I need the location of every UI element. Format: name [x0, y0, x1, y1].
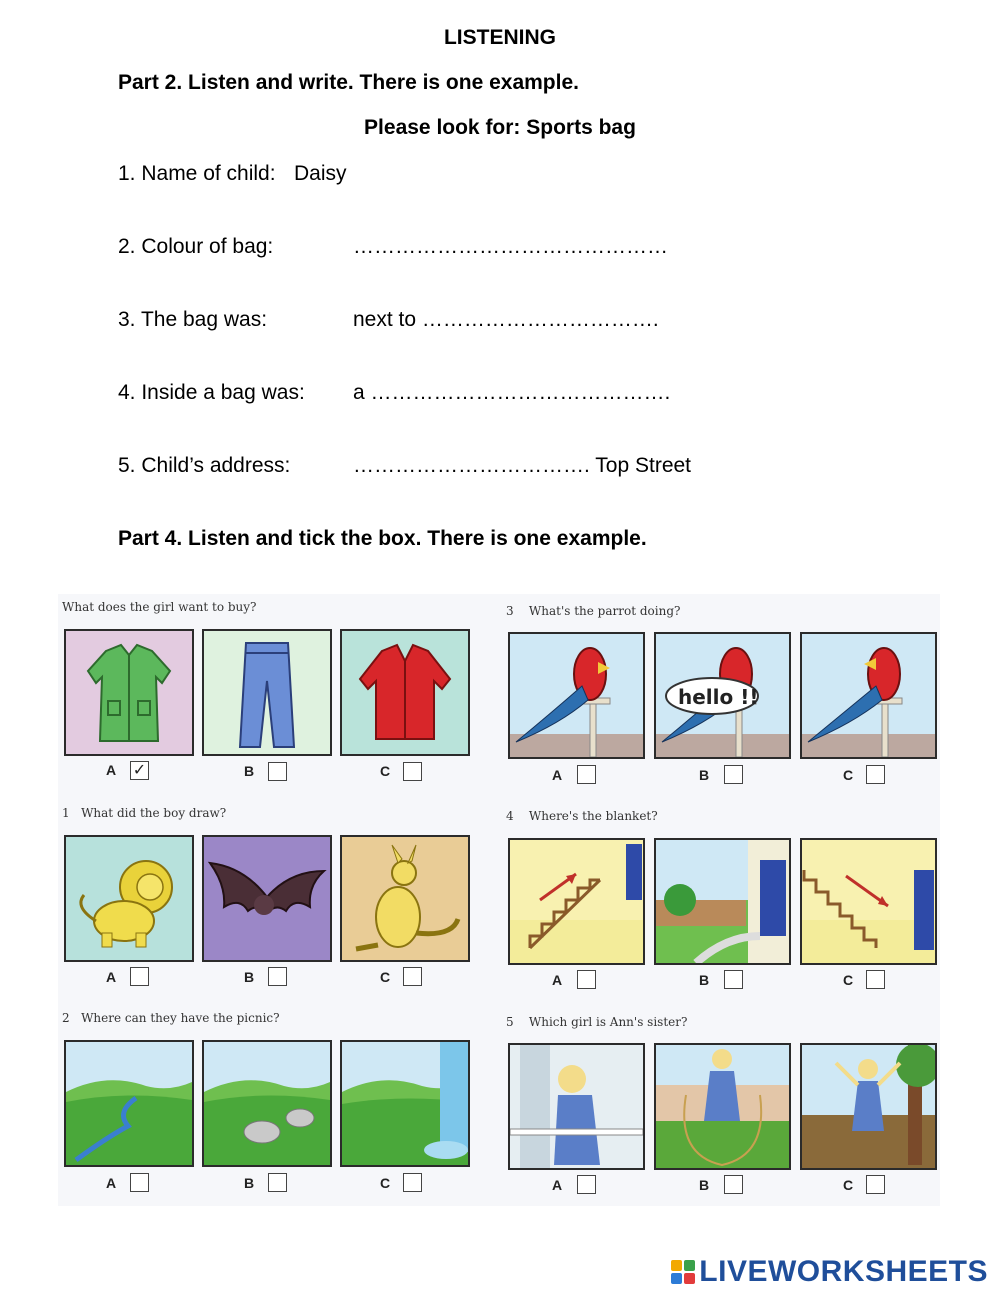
tick-box-q5-a[interactable]	[577, 1175, 596, 1194]
picture-girl-balcony	[508, 1043, 645, 1170]
logo-mark-icon	[671, 1260, 695, 1284]
option-label: A	[552, 1177, 563, 1193]
option-label: A	[106, 969, 117, 985]
picture-garden	[654, 838, 791, 965]
tick-box-q5-b[interactable]	[724, 1175, 743, 1194]
picture-parrot-talking	[654, 632, 791, 759]
tick-box-q1-c[interactable]	[403, 967, 422, 986]
picture-red-jacket	[340, 629, 470, 756]
answer-field-address[interactable]: ……………………………. Top Street	[353, 454, 692, 477]
picture-parrot-looking	[800, 632, 937, 759]
liveworksheets-logo	[671, 1255, 988, 1289]
question-3: 3 What's the parrot doing?	[506, 604, 681, 618]
tick-box-q2-b[interactable]	[268, 1173, 287, 1192]
question-5: 5 Which girl is Ann's sister?	[506, 1015, 688, 1029]
tick-box-q2-a[interactable]	[130, 1173, 149, 1192]
tick-box-example-b[interactable]	[268, 762, 287, 781]
part4-title: Part 4. Listen and tick the box. There is one example.	[118, 527, 647, 550]
option-label: C	[380, 763, 391, 779]
option-label: C	[843, 1177, 854, 1193]
tick-box-q4-b[interactable]	[724, 970, 743, 989]
option-label: C	[380, 969, 391, 985]
picture-girl-skipping	[654, 1043, 791, 1170]
option-label: B	[699, 767, 710, 783]
option-label: C	[843, 972, 854, 988]
row-label: 1. Name of child:	[118, 162, 276, 185]
tick-box-q3-b[interactable]	[724, 765, 743, 784]
tick-box-q3-a[interactable]	[577, 765, 596, 784]
question-1: 1 What did the boy draw?	[62, 806, 227, 820]
picture-girl-leaves	[800, 1043, 937, 1170]
tick-box-q3-c[interactable]	[866, 765, 885, 784]
tick-box-q1-a[interactable]	[130, 967, 149, 986]
picture-parrot-sitting	[508, 632, 645, 759]
tick-box-q5-c[interactable]	[866, 1175, 885, 1194]
speech-bubble-text: hello !!	[678, 685, 759, 709]
picture-river	[64, 1040, 194, 1167]
picture-blue-jeans	[202, 629, 332, 756]
picture-waterfall	[340, 1040, 470, 1167]
picture-lion	[64, 835, 194, 962]
brand-name: LIVEWORKSHEETS	[699, 1255, 988, 1288]
row-label: 5. Child’s address:	[118, 454, 291, 477]
question-2: 2 Where can they have the picnic?	[62, 1011, 280, 1025]
option-label: C	[843, 767, 854, 783]
option-label: A	[106, 762, 117, 778]
tick-box-example-a[interactable]: ✓	[130, 761, 149, 780]
answer-field-name[interactable]: Daisy	[294, 162, 347, 185]
picture-kangaroo	[340, 835, 470, 962]
option-label: A	[552, 972, 563, 988]
row-label: 3. The bag was:	[118, 308, 268, 331]
answer-field-colour[interactable]: ………………………………………	[353, 235, 668, 258]
tick-box-example-c[interactable]	[403, 762, 422, 781]
picture-green-coat	[64, 629, 194, 756]
page-heading: LISTENING	[443, 26, 556, 49]
question-example: What does the girl want to buy?	[62, 600, 257, 614]
picture-rocks	[202, 1040, 332, 1167]
picture-bat	[202, 835, 332, 962]
option-label: B	[244, 1175, 255, 1191]
picture-upstairs	[508, 838, 645, 965]
part2-subtitle: Please look for: Sports bag	[364, 116, 636, 139]
tick-box-q4-a[interactable]	[577, 970, 596, 989]
question-4: 4 Where's the blanket?	[506, 809, 658, 823]
tick-box-q4-c[interactable]	[866, 970, 885, 989]
row-label: 4. Inside a bag was:	[118, 381, 305, 404]
tick-box-q1-b[interactable]	[268, 967, 287, 986]
picture-downstairs	[800, 838, 937, 965]
tick-box-q2-c[interactable]	[403, 1173, 422, 1192]
option-label: B	[699, 1177, 710, 1193]
answer-field-inside[interactable]: a …………………………………….	[353, 381, 671, 404]
option-label: B	[244, 763, 255, 779]
row-label: 2. Colour of bag:	[118, 235, 274, 258]
answer-field-location[interactable]: next to …………………………….	[353, 308, 659, 331]
option-label: B	[699, 972, 710, 988]
option-label: A	[106, 1175, 117, 1191]
option-label: B	[244, 969, 255, 985]
option-label: C	[380, 1175, 391, 1191]
part2-title: Part 2. Listen and write. There is one example.	[118, 71, 579, 94]
option-label: A	[552, 767, 563, 783]
